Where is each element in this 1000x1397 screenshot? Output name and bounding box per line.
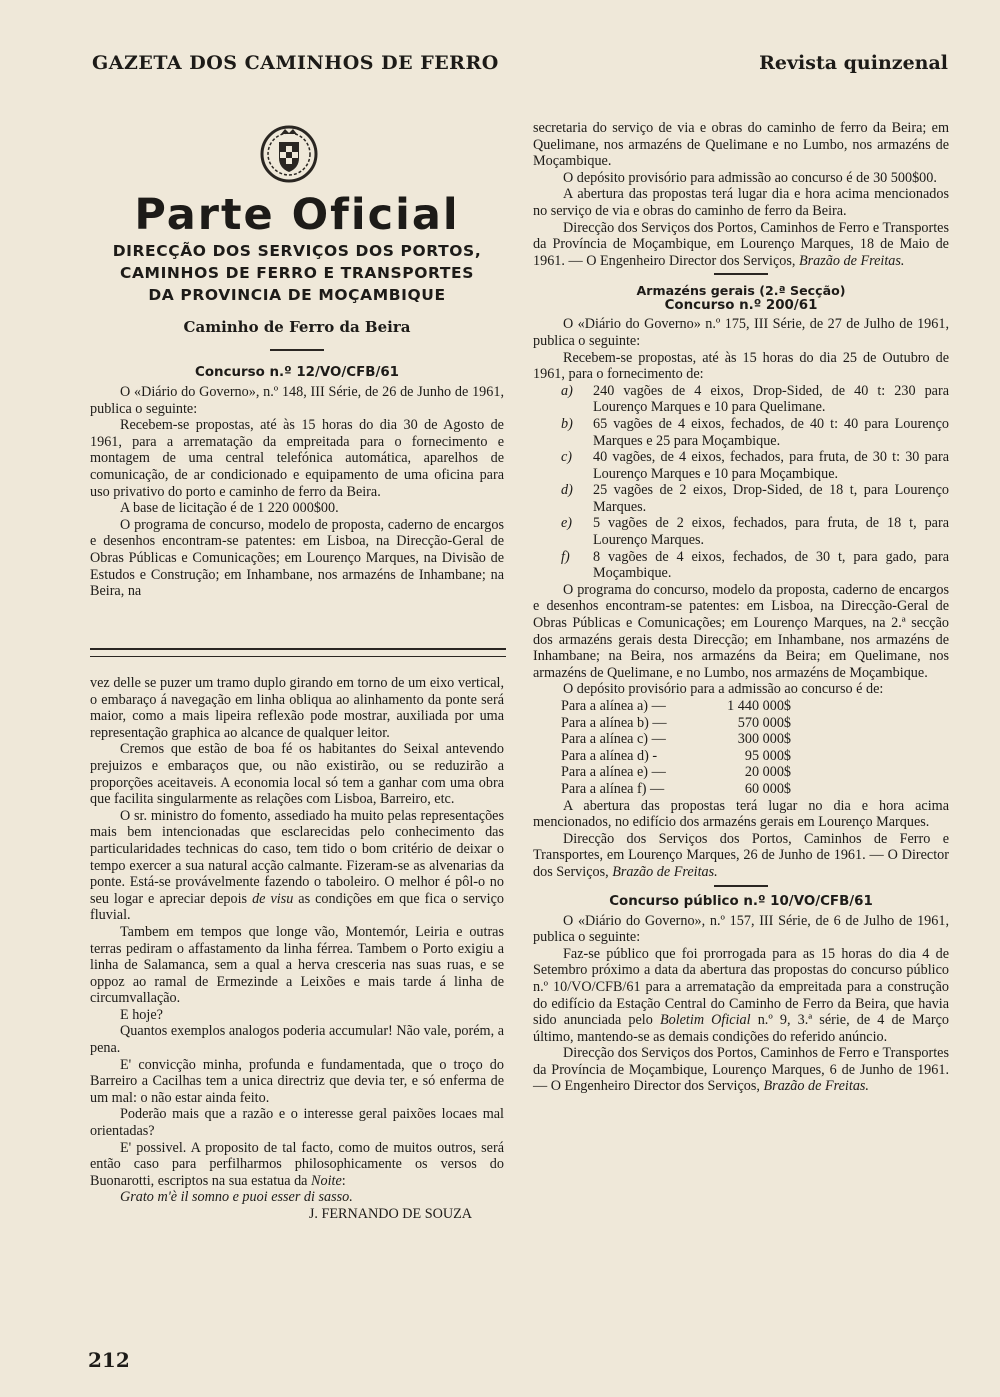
paragraph: secretaria do serviço de via e obras do caminho de ferro da Beira; em Quelimane, nos armazéns de Quelimane e no Lumbo, nos armazéns de Moçambique. xyxy=(533,120,949,170)
signature-paragraph xyxy=(533,220,949,270)
subtitle-line: DIRECÇÃO DOS SERVIÇOS DOS PORTOS, xyxy=(112,242,482,260)
list-label: b) xyxy=(561,415,573,432)
paragraph: A abertura das propostas terá lugar no dia e hora acima mencionados, no edifício dos armazéns gerais em Lourenço Marques. xyxy=(533,797,949,831)
list-text: 40 vagões, de 4 eixos, fechados, para fruta, de 30 t: 30 para Lourenço Marques e 10 para Moçambique. xyxy=(593,449,949,482)
deposit-value: 95 000$ xyxy=(744,747,791,764)
list-item xyxy=(533,416,949,449)
text-run: O sr. ministro do fomento, assediado ha muito pelas representações mais bem intencionadas que esclarecidas pelo conhecimento das particularidades technicas do caso, tem tido o bom critério de deixar o tempo exercer a sua natural acção calmante. Fizeram-se as alvenarias da ponte. Está-se provávelmente fazendo o taboleiro. O melhor é pôl-o no seu logar e apreciar depois xyxy=(90,807,504,907)
journal-title: GAZETA DOS CAMINHOS DE FERRO xyxy=(92,52,499,74)
directorate-name xyxy=(90,240,504,306)
subtitle-line: DA PROVINCIA DE MOÇAMBIQUE xyxy=(148,286,446,304)
list-label: e) xyxy=(561,515,573,532)
list-text: 25 vagões de 2 eixos, Drop-Sided, de 18 t, para Lourenço Marques. xyxy=(593,482,949,515)
paragraph: O «Diário do Governo», n.º 148, III Série, de 26 de Junho de 1961, publica o seguinte: xyxy=(90,384,504,417)
deposit-label: Para a alínea b) — xyxy=(561,714,667,731)
deposit-label: Para a alínea a) — xyxy=(561,698,666,714)
divider xyxy=(270,349,324,351)
quote xyxy=(90,1189,504,1206)
text-run: Direcção dos Serviços dos Portos, Caminhos de Ferro e Transportes da Província de Moçambique, Lourenço Marques, 6 de Junho de 1961. — O Engenheiro Director dos Serviços, xyxy=(533,1045,949,1095)
list-item xyxy=(533,549,949,582)
deposit-row xyxy=(533,781,949,798)
signature-name: Brazão de Freitas. xyxy=(798,252,905,269)
paragraph: A base de licitação é de 1 220 000$00. xyxy=(120,500,339,517)
deposit-row xyxy=(533,748,949,765)
deposit-label: Para a alínea d) - xyxy=(561,747,658,764)
paragraph: Cremos que estão de boa fé os habitantes do Seixal antevendo prejuizos e embaraços que, ou não existirão, ou se reduzirão a proporções aceitaveis. A economia local só tem a ganhar com uma obra que facilita singularmente as relações com Lisboa, Barreiro, etc. xyxy=(90,741,504,808)
article-column xyxy=(90,675,504,1223)
paragraph: O programa do concurso, modelo da proposta, caderno de encargos e desenhos encontram-se patentes: em Lisboa, na Direcção-Geral de Obras Públicas e Comunicações; em Lourenço Marques, na 2.ª secção dos armazéns gerais desta Direcção; em Inhambane, nos armazéns de Inhambane; na Beira, nos armazéns da Beira; em Quelimane, nos armazéns de Quelimane, e no Lumbo, nos armazéns de Moçambique. xyxy=(533,581,949,681)
deposit-value: 570 000$ xyxy=(737,714,791,731)
concurso-12-column xyxy=(90,365,504,600)
paragraph: O «Diário do Governo», n.º 157, III Série, de 6 de Julho de 1961, publica o seguinte: xyxy=(533,912,949,946)
article-author: J. FERNANDO DE SOUZA xyxy=(308,1206,472,1222)
concurso-200-subheading: Armazéns gerais (2.ª Secção) xyxy=(636,283,846,299)
text-run: Faz-se público que foi prorrogada para as 15 horas do dia 4 de Setembro próximo a data da abertura das propostas do concurso público n.º 10/VO/CFB/61 para a arrematação da empreitada para a construção do edifício da Estação Central do Caminho de Ferro da Beira, que havia sido anunciada pelo xyxy=(533,945,949,1029)
double-divider xyxy=(90,648,506,657)
deposit-row xyxy=(533,715,949,732)
divider xyxy=(714,273,768,275)
italic-run: Boletim Oficial xyxy=(659,1012,751,1029)
signature-paragraph xyxy=(533,831,949,881)
paragraph: O depósito provisório para a admissão ao concurso é de: xyxy=(563,681,884,698)
deposit-row xyxy=(533,731,949,748)
paragraph: O programa de concurso, modelo de proposta, caderno de encargos e desenhos encontram-se patentes: em Lisboa, na Direcção-Geral de Obras Públicas e Comunicações; em Lourenço Marques, na Divisão de Estudos e Construção; em Inhambane, nos armazéns de Inhambane; na Beira, na xyxy=(90,516,504,600)
paragraph: E' convicção minha, profunda e fundamentada, que o troço do Barreiro a Cacilhas tem a unica directriz que devia ter, e só enferma de um mal: o não estar ainda feito. xyxy=(90,1056,504,1106)
deposit-row xyxy=(533,698,949,715)
deposit-value: 300 000$ xyxy=(737,731,791,748)
paragraph xyxy=(90,808,504,924)
italic-run: Grato m'è il somno e puoi esser di sasso. xyxy=(120,1189,353,1206)
list-item xyxy=(533,515,949,548)
concurso-12-heading: Concurso n.º 12/VO/CFB/61 xyxy=(195,365,399,380)
list-label: f) xyxy=(561,548,570,565)
paragraph: E hoje? xyxy=(120,1006,163,1023)
railway-name: Caminho de Ferro da Beira xyxy=(183,318,411,336)
list-item xyxy=(533,482,949,515)
text-run: as condições em que fica o serviço fluvial. xyxy=(90,890,504,924)
paragraph: Recebem-se propostas, até às 15 horas do dia 25 de Outubro de 1961, para o fornecimento de: xyxy=(533,349,949,383)
page-number: 212 xyxy=(88,1348,130,1372)
deposit-label: Para a alínea e) — xyxy=(561,764,666,781)
concurso-10-heading: Concurso público n.º 10/VO/CFB/61 xyxy=(609,893,873,909)
paragraph: O depósito provisório para admissão ao concurso é de 30 500$00. xyxy=(563,169,937,186)
list-text: 65 vagões de 4 eixos, fechados, de 40 t: 40 para Lourenço Marques e 25 para Moçambique. xyxy=(593,415,949,449)
paragraph: Tambem em tempos que longe vão, Montemór, Leiria e outras terras pediram o affastamento da linha férrea. Tambem o Porto exigiu a linha de Salamanca, sem a qual a herva cresceria nas suas ruas, e se oppoz ao ramal de Ermezinde a Leixões e mais tarde á linha de circumvallação. xyxy=(90,923,504,1007)
text-run: Direcção dos Serviços dos Portos, Caminhos de Ferro e Transportes, em Lourenço Marques, 26 de Junho de 1961. — O Director dos Serviços, xyxy=(533,830,949,880)
section-title: Parte Oficial xyxy=(134,190,460,240)
paragraph: Recebem-se propostas, até às 15 horas do dia 30 de Agosto de 1961, para a arrematação da empreitada para o fornecimento e montagem de uma central telefónica automática, aparelhos de comunicação, de ar condicionado e equipamento de uma oficina para uso privativo do porto e caminho de ferro da Beira. xyxy=(90,417,504,500)
list-label: c) xyxy=(561,449,573,466)
paragraph: A abertura das propostas terá lugar dia e hora acima mencionados no serviço de via e obras do caminho de ferro da Beira. xyxy=(533,186,949,219)
italic-run: de visu xyxy=(252,890,294,907)
deposit-label: Para a alínea f) — xyxy=(561,780,665,797)
text-run: E' possivel. A proposito de tal facto, como de muitos outros, será então caso para perfilharmos philosophicamente os versos do Buonarotti, escriptos na sua estatua da xyxy=(90,1139,504,1189)
paragraph: vez delle se puzer um tramo duplo girando em torno de um eixo vertical, o embaraço á navegação em linha obliqua ao alinhamento da ponte será maior, como a mais lipeira reflexão pode mostrar, auxiliada por uma representação graphica ao alcance de qualquer leitor. xyxy=(90,675,504,741)
deposit-row xyxy=(533,764,949,781)
deposit-value: 1 440 000$ xyxy=(727,698,791,714)
subtitle-line: CAMINHOS DE FERRO E TRANSPORTES xyxy=(119,264,475,282)
list-label: a) xyxy=(561,382,573,399)
paragraph: O «Diário do Governo» n.º 175, III Série, de 27 de Julho de 1961, publica o seguinte: xyxy=(533,316,949,349)
journal-subtitle: Revista quinzenal xyxy=(759,52,948,74)
list-text: 5 vagões de 2 eixos, fechados, para fruta, de 18 t, para Lourenço Marques. xyxy=(593,515,949,549)
concurso-200-heading: Concurso n.º 200/61 xyxy=(664,298,818,314)
right-column xyxy=(533,120,949,1095)
deposit-value: 20 000$ xyxy=(744,764,791,781)
list-text: 8 vagões de 4 eixos, fechados, de 30 t, para gado, para Moçambique. xyxy=(593,548,949,582)
list-text: 240 vagões de 4 eixos, Drop-Sided, de 40 t: 230 para Lourenço Marques e 10 para Quelimane. xyxy=(593,382,949,416)
signature-name: Brazão de Freitas. xyxy=(763,1078,869,1095)
text-run: Direcção dos Serviços dos Portos, Caminhos de Ferro e Transportes da Província de Moçambique, em Lourenço Marques, 18 de Maio de 1961. — O Engenheiro Director dos Serviços, xyxy=(533,219,949,269)
paragraph: Poderão mais que a razão e o interesse geral paixões locaes mal orientadas? xyxy=(90,1106,504,1140)
list-item xyxy=(533,449,949,482)
paragraph xyxy=(533,946,949,1046)
text-run: n.º 9, 3.ª série, de 4 de Março último, mantendo-se as demais condições do referido anúncio. xyxy=(533,1012,949,1045)
paragraph: Quantos exemplos analogos poderia accumular! Não vale, porém, a pena. xyxy=(90,1023,504,1057)
deposit-value: 60 000$ xyxy=(744,780,791,797)
signature-name: Brazão de Freitas. xyxy=(612,863,718,880)
paragraph xyxy=(90,1140,504,1190)
coat-of-arms-icon xyxy=(259,122,319,186)
divider xyxy=(714,885,768,887)
signature-paragraph xyxy=(533,1045,949,1095)
deposit-label: Para a alínea c) — xyxy=(561,731,666,748)
list-item xyxy=(533,383,949,416)
list-label: d) xyxy=(561,482,573,499)
text-run: : xyxy=(341,1172,346,1189)
italic-run: Noite xyxy=(311,1172,342,1189)
